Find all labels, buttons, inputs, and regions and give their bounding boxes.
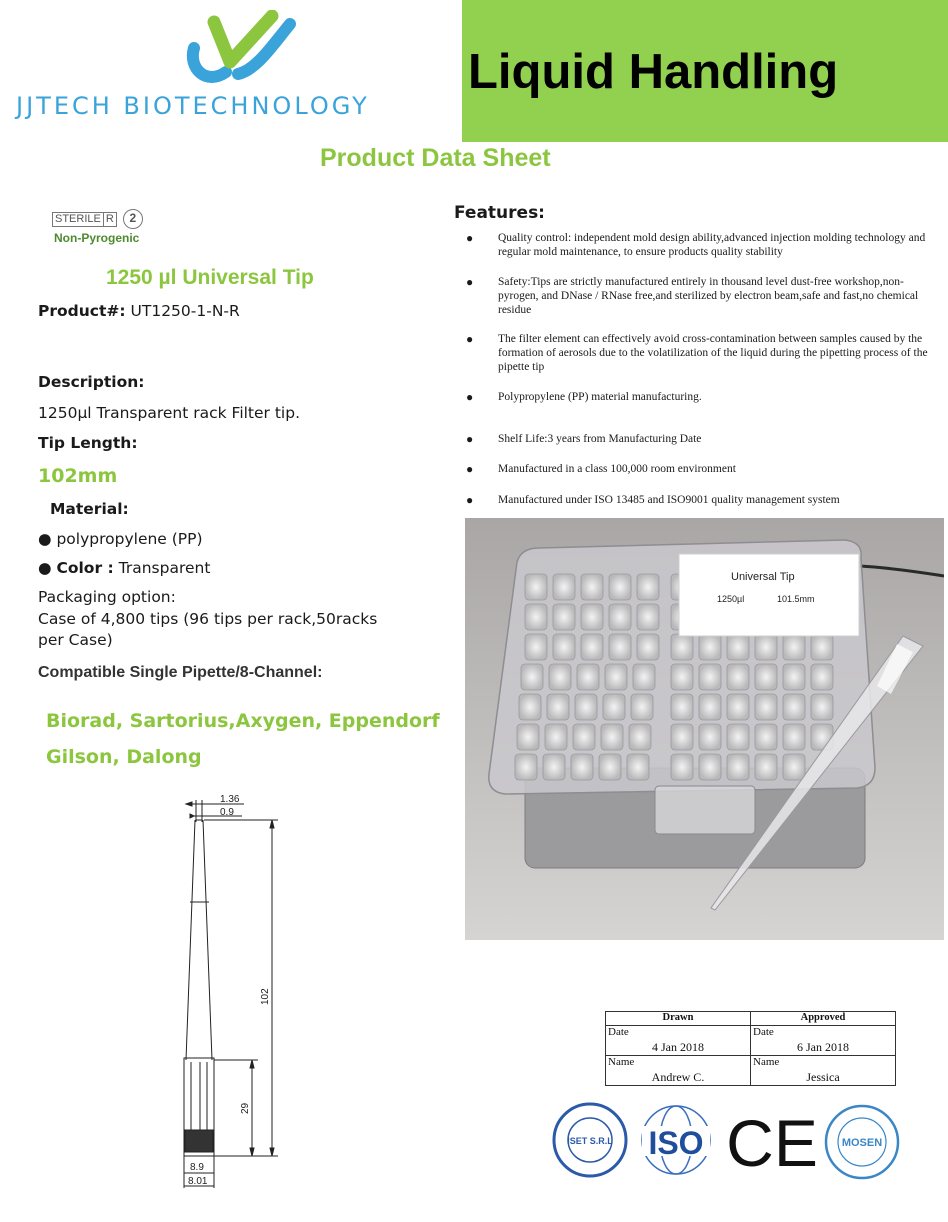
material-item bbox=[38, 530, 203, 548]
drawn-date: 4 Jan 2018 bbox=[652, 1040, 704, 1054]
iso-text: ISO bbox=[648, 1125, 704, 1161]
certification-logos bbox=[550, 1100, 910, 1184]
product-number-value: UT1250-1-N-R bbox=[130, 302, 240, 320]
tip-length-value: 102mm bbox=[38, 465, 118, 487]
iset-text: ISET S.R.L bbox=[567, 1136, 613, 1146]
dim-bottom-outer: 8.01 bbox=[188, 1176, 208, 1187]
tip-length-label: Tip Length: bbox=[38, 434, 138, 452]
approved-name-cell bbox=[751, 1056, 896, 1086]
bullet-icon: ● bbox=[466, 332, 474, 346]
compatible-brands-line-2: Gilson, Dalong bbox=[46, 746, 202, 768]
photo-label-volume: 1250µl bbox=[717, 594, 745, 604]
packaging-line-2: per Case) bbox=[38, 631, 113, 649]
sterile-badge bbox=[52, 210, 143, 228]
feature-item bbox=[466, 332, 942, 374]
mosen-text: MOSEN bbox=[841, 1137, 883, 1149]
bullet-icon: ● bbox=[466, 390, 474, 404]
sheet-title: Product Data Sheet bbox=[320, 144, 551, 172]
drawn-name: Andrew C. bbox=[651, 1070, 705, 1084]
product-number-label: Product#: bbox=[38, 302, 126, 320]
packaging-line-1: Case of 4,800 tips (96 tips per rack,50racks bbox=[38, 610, 378, 628]
feature-item bbox=[466, 275, 942, 317]
dim-collar: 29 bbox=[240, 1102, 251, 1114]
dim-length: 102 bbox=[260, 988, 271, 1005]
material-value: polypropylene (PP) bbox=[56, 530, 203, 548]
product-number-row bbox=[38, 302, 240, 320]
compatible-label: Compatible Single Pipette/8-Channel: bbox=[38, 664, 323, 681]
sterile-word: STERILE bbox=[55, 212, 101, 225]
approved-date-cell bbox=[751, 1026, 896, 1056]
features-title: Features: bbox=[454, 203, 545, 223]
brand-name: JJTECH BIOTECHNOLOGY bbox=[16, 92, 370, 120]
iset-seal-icon bbox=[554, 1104, 626, 1176]
compatible-brands-line-1: Biorad, Sartorius,Axygen, Eppendorf bbox=[46, 710, 440, 732]
feature-item bbox=[466, 231, 942, 259]
mosen-seal-icon bbox=[826, 1106, 898, 1178]
product-tip-name: 1250 µl Universal Tip bbox=[106, 266, 314, 289]
name-label: Name bbox=[608, 1056, 635, 1068]
color-row bbox=[38, 559, 210, 577]
sterile-symbol bbox=[52, 212, 117, 227]
feature-text: Polypropylene (PP) material manufacturing. bbox=[498, 391, 702, 403]
feature-text: Shelf Life:3 years from Manufacturing Date bbox=[498, 433, 702, 445]
feature-item bbox=[466, 462, 942, 476]
date-label: Date bbox=[753, 1026, 774, 1038]
bullet-icon: ● bbox=[466, 432, 474, 446]
approved-header: Approved bbox=[751, 1012, 896, 1026]
dim-top-outer: 1.36 bbox=[220, 794, 240, 805]
bullet-icon: ● bbox=[38, 559, 52, 577]
material-label: Material: bbox=[50, 500, 129, 518]
dim-top-inner: 0.9 bbox=[220, 807, 234, 818]
sterile-method: R bbox=[103, 213, 114, 226]
single-use-icon: 2 bbox=[123, 209, 143, 229]
bullet-icon: ● bbox=[466, 493, 474, 507]
approved-date: 6 Jan 2018 bbox=[797, 1040, 849, 1054]
drawn-date-cell bbox=[606, 1026, 751, 1056]
photo-label-title: Universal Tip bbox=[731, 571, 795, 583]
iso-logo-icon bbox=[642, 1106, 710, 1174]
tip-rack-photo-icon bbox=[465, 518, 944, 940]
company-logo-icon bbox=[186, 10, 296, 88]
feature-item bbox=[466, 390, 942, 404]
bullet-icon: ● bbox=[466, 275, 474, 289]
feature-text: Manufactured in a class 100,000 room environment bbox=[498, 463, 736, 475]
feature-text: The filter element can effectively avoid cross-contamination between samples caused by the formation of aerosols due to the volatilization of the liquid during the pipetting process of the pipette tip bbox=[498, 333, 928, 373]
feature-item bbox=[466, 432, 942, 446]
bullet-icon: ● bbox=[38, 530, 52, 548]
color-label: Color : bbox=[56, 559, 114, 577]
feature-text: Quality control: independent mold design ability,advanced injection molding technology and regular mold maintenance, to ensure products quality stability bbox=[498, 232, 926, 258]
dim-bottom-inner: 8.9 bbox=[190, 1162, 204, 1173]
drawn-header: Drawn bbox=[606, 1012, 751, 1026]
header-banner bbox=[462, 0, 948, 142]
feature-text: Manufactured under ISO 13485 and ISO9001 quality management system bbox=[498, 494, 840, 506]
photo-label-length: 101.5mm bbox=[777, 594, 815, 604]
non-pyrogenic-label: Non-Pyrogenic bbox=[54, 231, 140, 245]
description-label: Description: bbox=[38, 373, 145, 391]
tip-dimension-drawing bbox=[160, 790, 300, 1190]
ce-mark-icon: CE bbox=[726, 1106, 818, 1180]
banner-title: Liquid Handling bbox=[468, 45, 839, 99]
approval-table bbox=[605, 1011, 896, 1086]
approved-name: Jessica bbox=[806, 1070, 840, 1084]
color-value: Transparent bbox=[118, 559, 211, 577]
packaging-label: Packaging option: bbox=[38, 588, 176, 606]
date-label: Date bbox=[608, 1026, 629, 1038]
description-value: 1250µl Transparent rack Filter tip. bbox=[38, 404, 300, 422]
product-photo bbox=[465, 518, 944, 940]
feature-text: Safety:Tips are strictly manufactured entirely in thousand level dust-free workshop,non- pyrogen, and DNase / RNase free,and sterilized by electron beam,safe and fast,no chemical residue bbox=[498, 276, 919, 316]
name-label: Name bbox=[753, 1056, 780, 1068]
feature-item bbox=[466, 493, 942, 507]
drawn-name-cell bbox=[606, 1056, 751, 1086]
bullet-icon: ● bbox=[466, 231, 474, 245]
bullet-icon: ● bbox=[466, 462, 474, 476]
